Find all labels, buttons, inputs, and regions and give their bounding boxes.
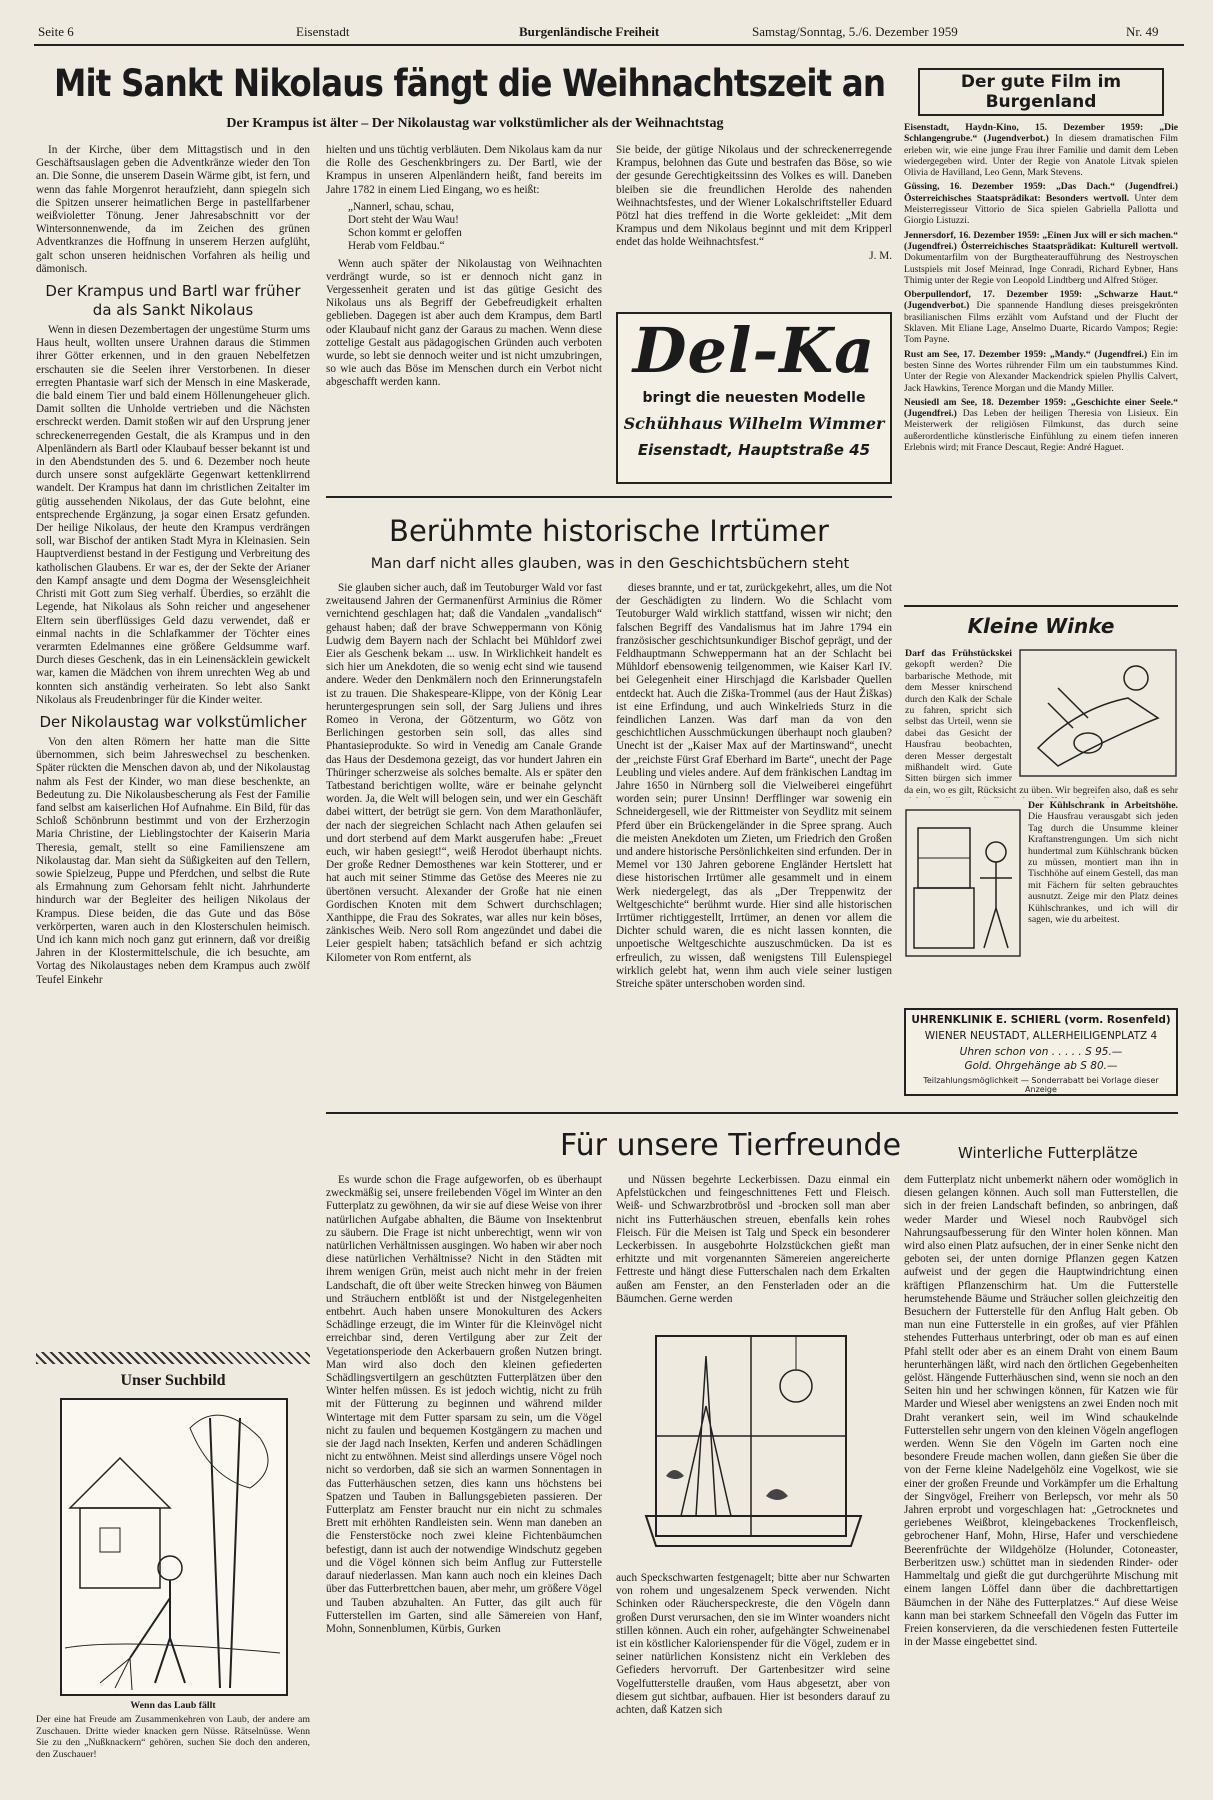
suchbild-caption: Wenn das Laub fällt <box>130 1700 216 1711</box>
paragraph: Es wurde schon die Frage aufgeworfen, ob es überhaupt zweckmäßig sei, unsere freilebenden Vögel im Winter an den Futterplatz zu gewöhnen, da wir sie auf diese Weise von ihrer natürlichen Aufgabe abhalten, die Bäume von Insektenbrut zu säubern. Die Frage ist nicht unberechtigt, wenn wir von natürlichen Verhältnissen ausgingen. Wo haben wir aber noch diese natürlichen Verhältnisse? Nicht in den Städten mit ihrem wenigen Grün, meist auch nicht mehr in der freien Landschaft, die oft über weite Strecken hinweg von Bäumen und Sträuchern entblößt ist und der Nistgelegenheiten entbehrt. Auch haben unsere Monokulturen des Ackers Schädlinge erzeugt, die im Winter für die Kleinvögel nicht erreichbar sind, deren Vertilgung aber zur Zeit der Vegetationsperiode den Ackerbauern großen Nutzen bringt. Man wird also doch den kleinen gefiederten Schädlingsvertilgern an geschützten Futterplätzen über den Winter helfen müssen. Es ist jedoch wichtig, nicht zu früh mit der Fütterung zu beginnen und während milder Wintertage mit dem Futter sparsam zu sein, um die Vögel nicht zu faulen und bequemen Kostgängern zu machen und sie der Jagd nach Insekten, Kerfen und anderen Schädlingen nicht zu entwöhnen. Meist sind allerdings unsere Vögel noch nicht so verdorben, daß sie sich an warmen Sonnentagen in das Futterhäuschen setzen, dies kann uns höchstens bei Spatzen und Tauben in Ballungsgebieten passieren. Der Futterplatz am Fenster braucht nur ein nicht zu schmales Brett mit erhöhten Randleisten sein. Wenn man daneben an die Fensterstöcke noch zwei kleine Fichtenbäumchen befestigt, dann ist auch der notwendige Windschutz gegeben und die Vögel können sich beim Anflug zur Futterstelle darauf niederlassen. Man kann auch noch ein kleines Dach über das Futterbrettchen bauen, aber mehr, um größere Vögel und Tauben abzuhalten. An Futter, das gilt auch für Futterstellen im Garten, sind alle Sämereien von Hanf, Mohn, Sonnenblumen, Kürbis, Gurken <box>326 1174 602 1635</box>
tip-heading: Darf das Frühstückskei <box>905 648 1012 659</box>
film-listings <box>904 122 1178 606</box>
author-signature: J. M. <box>869 249 892 262</box>
irrtum-title: Berühmte historische Irrtümer <box>389 514 829 548</box>
tips-title: Kleine Winke <box>967 614 1115 638</box>
film-entry-head: Oberpullendorf, 17. Dezember 1959: „Schwarze Haut.“ (Jugendverbot.) <box>904 289 1178 312</box>
poem-line: Herab vom Feldbau.“ <box>348 240 445 253</box>
film-entry-body: Unter dem Meisterregisseur Vittorio de Sica spielen Gabriella Pallotta und Giorgio Listuzzi. <box>904 192 1178 227</box>
film-entry-body: In diesem dramatischen Film erleben wir, wie eine junge Frau ihrer Familie und damit dem Leben wiedergegeben wird. Unter der Regie von Anatole Litvak spielen Olivia de Havilland, Leo Genn, Mark Stevens. <box>904 133 1178 179</box>
paragraph: und Nüssen begehrte Leckerbissen. Dazu einmal ein Apfelstückchen und feingeschnittenes Fett und Fleisch. Weiß- und Schwarzbrotbrösl und -brocken soll man aber nicht ins Futterhäuschen streuen, ebenfalls kein rohes Fleisch. Für die Meisen ist Talg und Speck ein besonderer Leckerbissen. In ausgebohrte Holzstückchen gießt man erhitzte und mit vorgenannten Sämereien angereicherte Fettreste und hängt diese Futterschalen nach dem Erkalten außen am Fenster, an den Fensterladen oder an die Bäumchen. Gerne werden <box>616 1174 890 1305</box>
bird-feeder-illustration <box>636 1316 870 1564</box>
paragraph: Von den alten Römern her hatte man die Sitte übernommen, sich beim Jahreswechsel zu beschenken. Später rückten die Menschen davon ab, und der Nikolaustag nahm als Fest der Kinder, wo man diese beschenkte, an Bedeutung zu. Die Nikolausbescherung als Fest der Familie fand selbst am kaiserlichen Hof Aufnahme. Ein Bild, für das Schloß Schönbrunn bestimmt und von der Erzherzogin Maria Christine, der Lieblingstochter der Kaiserin Maria Theresia, gemalt, stellt so eine Familienszene am Nikolaustag dar. Man sieht da Süßigkeiten auf den Tellern, sowie Spielzeug, Puppe und Pferdchen, und selbst die Rute als Ermahnung zum Gehorsam fehlt nicht. Jahrhunderte hindurch war der Begleiter des heiligen Nikolaus der Krampus. Diese beiden, die das Gute und das Böse verkörperten, waren auch in den Klosterschulen heimisch. Und ich kann mich noch ganz gut erinnern, daß vor dreißig Jahren in der Klostermittelschule, die ich besuchte, am Vortag des Nikolaustages neben dem Krampus auch zwölf Teufel Einkehr <box>36 735 310 986</box>
main-headline: Mit Sankt Nikolaus fängt die Weihnachtszeit an <box>54 62 886 105</box>
suchbild-text <box>36 1714 310 1790</box>
ad-logo: Del-Ka <box>632 314 876 387</box>
film-entry-head: Jennersdorf, 16. Dezember 1959: „Einen Jux will er sich machen.“ (Jugendfrei.) Österreichisches Staatsprädikat: Kulturell wertvoll. <box>904 229 1178 252</box>
poem <box>326 197 602 258</box>
section-heading: Der Krampus und Bartl war früher da als Sankt Nikolaus <box>45 282 301 320</box>
film-entry-head: Eisenstadt, Haydn-Kino, 15. Dezember 1959: „Die Schlangengrube.“ (Jugendverbot.) <box>904 122 1178 145</box>
film-entry-body: Das Leben der heiligen Theresia von Lisieux. Ein Meisterwerk der religiösen Filmkunst, das durch seine außerordentliche künstlerische Einfühlung zu einem tiefen inneren Erlebnis wird; mit France Descaut, Regie: André Haguet. <box>904 408 1178 454</box>
paragraph: Wenn in diesen Dezembertagen der ungestüme Sturm ums Haus heult, wollten unsere Urahnen daraus die Stimmen ihrer Götter erkennen, und in den grauen Nebelfetzen erschauten sie die Seelen ihrer Verstorbenen. In dieser erregten Phantasie warf sich der Mensch in eine Maskerade, die bald einem Tier und bald einem Höllenungeheuer glich. Damit sollten die Unholde vertrieben und die Nächsten erschreckt werden. Damit stoßen wir auf den Ursprung jener schreckenerregenden Gestalt, die als Krampus und in den Alpenländern als Bartl oder Klaubauf besser bekannt ist und in den Abendstunden des 5. und 6. Dezember noch heute durch unsere sonst aufgeklärte Gegenwart kettenklirrend wandelt. Der Krampus hat dann im christlichen Zeitalter im gütig aussehenden Nikolaus, der das Gute belohnt, eine entsprechende Ergänzung, ja sogar einen Ersatz gefunden. Der heilige Nikolaus, der heute den Krampus verdrängen soll, war Bischof der antiken Stadt Myra in Kleinasien. Sein Hauptverdienst bestand in der Festigung und Verbreitung des katholischen Glaubens. Er war es, der der Sekte der Arianer den Kampf ansagte und dem Dogma der Wesensgleichheit Christi mit Gott zum Sieg verhalf. Überdies, so erzählt die Legende, hat Nikolaus als Sohn reicher und angesehener Eltern sein überflüssiges Geld dazu verwendet, daß er einmal nachts in die Schlafkammer der Töchter eines verarmten Edelmannes eine größere Geldsumme warf. Durch dieses Geschenk, das in ein Leinensäcklein gewickelt war, kamen die Mädchen von ihrem unrechten Weg ab und konnten sich anständig verheiraten. So lebt also Sankt Nikolaus als Freudenbringer für die Kinder weiter. <box>36 324 310 706</box>
tip-text: Die Hausfrau verausgabt sich jeden Tag durch die Unsumme kleiner Kraftanstrengungen. Um sich nicht hundertmal zum Kühlschrank bücken zu müssen, montiert man ihn in Tischhöhe auf einem Gestell, das man mit Fächern für selten gebrauchtes ausnutzt. Zeige mir den Platz deines Kühlschrankes, und ich will dir sagen, wie du arbeitest. <box>1028 811 1178 926</box>
film-section <box>904 68 1178 606</box>
ad-note: Teilzahlungsmöglichkeit — Sonderrabatt bei Vorlage dieser Anzeige <box>923 1076 1159 1094</box>
article-column-1 <box>36 144 310 1088</box>
paragraph: Wenn auch später der Nikolaustag von Weihnachten verdrängt wurde, so ist er dennoch nicht ganz in Vergessenheit geraten und ist das gütige Gesicht des Nikolaus uns als Begriff der Gebefreudigkeit erhalten geblieben. Dagegen ist aber auch dem Krampus, dem Bartl oder Klaubauf nicht ganz der Garaus zu machen. Wenn diese zottelige Gestalt aus pädagogischen Gründen auch verboten wurde, so lebt sie dennoch weiter und ist nicht umzubringen, so wie auch das Böse im Menschen durch ein Verbot nicht abgeschafft werden kann. <box>326 257 602 389</box>
film-entry-head: Güssing, 16. Dezember 1959: „Das Dach.“ (Jugendfrei.) Österreichisches Staatsprädikat: Besonders wertvoll. <box>904 181 1178 204</box>
tier-subtitle: Winterliche Futterplätze <box>958 1144 1138 1162</box>
tip-heading: Der Kühlschrank in Arbeitshöhe. <box>1028 800 1178 811</box>
article-column-2 <box>326 144 602 484</box>
ad-shop-name: Schühhaus Wilhelm Wimmer <box>623 414 885 433</box>
suchbild-title: Unser Suchbild <box>120 1372 226 1389</box>
poem-line: Dort steht der Wau Wau! <box>348 214 459 227</box>
poem-line: „Nannerl, schau, schau, <box>348 200 454 213</box>
ad-offer: Uhren schon von . . . . . S 95.— <box>959 1046 1123 1058</box>
ad-address: Eisenstadt, Hauptstraße 45 <box>637 441 871 459</box>
divider <box>326 1112 1178 1114</box>
issue-date: Samstag/Sonntag, 5./6. Dezember 1959 <box>752 24 958 39</box>
issue-number: Nr. 49 <box>1126 24 1159 39</box>
tier-column-3 <box>904 1174 1178 1792</box>
divider <box>326 496 892 498</box>
divider <box>904 605 1178 607</box>
film-title: Der gute Film im Burgenland <box>918 68 1164 116</box>
main-subheadline: Der Krampus ist älter – Der Nikolaustag war volkstümlicher als der Weihnachtstag <box>226 116 724 131</box>
paragraph: hielten und uns tüchtig verbläuten. Dem Nikolaus kam da nur die Rolle des Geschenkbringers zu. Der Bartl, wie der Krampus in unseren Alpenländern heißt, fand bereits im Jahre 1782 in einem Lied Eingang, wo es heißt: <box>326 144 602 196</box>
tips-section <box>904 614 1178 996</box>
irrtum-subtitle: Man darf nicht alles glauben, was in den Geschichtsbüchern steht <box>370 556 850 572</box>
tip-text: gekopft werden? Die barbarische Methode, mit dem Messer knirschend durch den Kalk der Schale zu fahren, spricht sich selbst das Urteil, wenn sie dabei das Gesicht der Hausfrau beobachten, deren Messer dergestalt mißhandelt wird. Gute Sitten bürgen sich immer da ein, wo es gilt, Rücksicht zu üben. Wir begreifen also, daß es sehr <box>904 659 1178 796</box>
irrtum-column-2 <box>616 582 892 1100</box>
paragraph: auch Speckschwarten festgenagelt; bitte aber nur Schwarten von rohem und ungesalzenem Speck verwenden. Nicht Schinken oder Räucherspeckreste, die den Vögeln dann großen Durst verursachen, den sie im Winter woanders nicht stillen können. Auch ein roher, aufgehängter Schweinenabel ist ein köstlicher Kalorienspender für die Vögel, zudem er in seiner natürlichen Konsistenz nicht ein Verkleben des Gefieders hervorruft. Der Gartenbesitzer wird seine Vogelfutterstelle draußen, vom Haus abgesetzt, aber von diesem gut sichtbar, aufbauen. Hier ist besonders darauf zu achten, daß Katzen sich <box>616 1572 890 1717</box>
zigzag-divider <box>36 1352 310 1364</box>
page-number: Seite 6 <box>38 24 74 39</box>
ad-title: UHRENKLINIK E. SCHIERL (vorm. Rosenfeld) <box>911 1014 1171 1026</box>
film-entry-body: Dokumentarfilm von der Burgtheateraufführung des Nestroyschen Lustspiels mit Josef Meinrad, Inge Conradi, Richard Eybner, Hans Thimig unter der Regie von Leopold Lindtberg und Alfred Stöger. <box>904 252 1178 286</box>
ad-line: bringt die neuesten Modelle <box>642 390 866 406</box>
place-name: Eisenstadt <box>296 24 350 39</box>
paragraph: In der Kirche, über dem Mittagstisch und in den Geschäftsauslagen geben die Adventkränze wieder den Ton an. Die Sonne, die unserem Dasein Wärme gibt, ist fern, und wenn das fahle Morgenrot heraufzieht, dann spiegeln sich die Spitzen unserer heimatlichen Berge in pastellfarbener weißvioletter Tönung. Jener Jahresabschnitt vor der Wintersonnenwende, da im Zeichen des grünen Adventkranzes die Hoffnung in unserem Herzen aufglüht, galt schon unseren heidnischen Vorfahren als heilig und dämonisch. <box>36 144 310 275</box>
article-column-3 <box>616 144 892 304</box>
egg-illustration <box>1018 648 1178 778</box>
paragraph: Sie beide, der gütige Nikolaus und der schreckenerregende Krampus, belohnen das Gute und bestrafen das Böse, so wie der gesunde Gerechtigkeitssinn des Volkes es will. Daneben bleiben sie die freundlichen Herolde des nahenden Weihnachtsfestes, und der Wiener Lokalschriftsteller Eduard Pötzl hat dies treffend in die Worte gekleidet: „Mit dem Krampus und dem Nikolaus beginnt und mit dem Kripperl endet das holde Weihnachtsfest.“ <box>616 144 892 249</box>
irrtum-column-1 <box>326 582 602 1100</box>
ad-address: WIENER NEUSTADT, ALLERHEILIGENPLATZ 4 <box>924 1030 1158 1042</box>
paragraph: Sie glauben sicher auch, daß im Teutoburger Wald vor fast zweitausend Jahren der Germanenfürst Arminius die Römer vernichtend geschlagen hat; daß die Vandalen „vandalisch“ gehaust haben; daß der brave Schweppermann von König Ludwig dem Bayern nach der Schlacht bei Mühldorf zwei Eier als Geschenk bekam ... usw. In Wirklichkeit handelt es sich hier um Anekdoten, die so wenig echt sind wie tausend andere. Weder den Denkmälern noch den Erinnerungstafeln ist zu trauen. Die Shakespeare-Klippe, von der König Lear heruntergesprungen sein soll, der Sarg Juliens und ihres Romeo in Verona, der Götzenturm, wo Götz von Berlichingen gestorben sein soll, das alles sind Phantasieprodukte. So wird in Venedig am Canale Grande das Haus der Desdemona gezeigt, das vor hundert Jahren ein Thüringer scherzweise als solches bemalte. Als er später den Tatbestand berichtigen wollte, wäre er beinahe gelyncht worden. Ja, die Welt will belogen sein, und wer ein Geschäft dabei wittert, der betrügt sie gern. Von dem Marathonläufer, der nach der siegreichen Schlacht nach Athen gelaufen sei und dort sterbend auf dem Markt ausgerufen habe: „Freuet euch, wir haben gesiegt!“, weiß Herodot überhaupt nichts. Der große Redner Demosthenes war kein Stotterer, und er hat auch mit seiner Stimme das Getöse des Meeres nie zu übertönen versucht. Alexander der Große hat nie einen Gordischen Knoten mit dem Schwert durchschlagen; Xanthippe, die Frau des Sokrates, war alles nur kein böses, zänkisches Weib. Nero soll Rom angezündet und dabei die Leier gespielt haben; tatsächlich befand er sich achtzig Kilometer von Rom entfernt, als <box>326 582 602 964</box>
tier-title: Für unsere Tierfreunde <box>560 1128 902 1163</box>
poem-line: Schon kommt er geloffen <box>348 227 462 240</box>
fridge-illustration <box>904 808 1022 958</box>
ad-uhrenklinik[interactable] <box>904 1008 1178 1096</box>
film-entry-body: Ein im besten Sinne des Wortes rührender Film um ein taubstummes Kind. Unter der Regie von Alexander Mackendrick spielen Phyllis Calvert, Jack Hawkins, Terence Morgan und die Mandy Miller. <box>904 348 1178 394</box>
film-entry-head: Neusiedl am See, 18. Dezember 1959: „Geschichte einer Seele.“ (Jugendfrei.) <box>904 396 1178 420</box>
paper-name: Burgenländische Freiheit <box>519 24 660 39</box>
paragraph: Der eine hat Freude am Zusammenkehren von Laub, der andere am Zuschauen. Dritte wieder knacken gern Nüsse. Rätselnüsse. Wenn Sie zu den „Nußknackern“ gehören, suchen Sie doch den anderen, den Zuschauer! <box>36 1714 310 1760</box>
tier-column-2b <box>616 1572 890 1794</box>
suchbild-illustration <box>60 1398 288 1696</box>
film-entry-head: Rust am See, 17. Dezember 1959: „Mandy.“ (Jugendfrei.) <box>904 348 1148 360</box>
ad-del-ka[interactable] <box>616 312 892 484</box>
section-heading: Der Nikolaustag war volkstümlicher <box>39 712 307 731</box>
tier-column-1 <box>326 1174 602 1792</box>
tier-column-2 <box>616 1174 890 1318</box>
page-header <box>34 22 1184 46</box>
paragraph: dem Futterplatz nicht unbemerkt nähern oder womöglich in diesen gelangen können. Auch soll man Futterstellen, die sich in der freien Landschaft befinden, so anbringen, daß weder Marder und Wiesel noch Raubvögel sich Nahrungsaufbesserung für den Winter holen können. Man wird also einen Platz aufsuchen, der in einer Senke nicht den geboten sei, der unten dornige Pflanzen gegen Katzen aufweist und der gegen die Hauptwindrichtung einen kräftigen Pflanzenschirm hat. Um die Futterstelle herumstehende Bäume und Sträucher sollen gleichzeitig den Besuchern der Futterstelle für den Anflug Halt geben. Ob man nun eine Futterstelle in ein großes, auf vier Pfählen stehendes Futterhaus unterbringt, oder ob man es auf einen Pfahl stellt oder aber es an einem Draht von einem Baum herunterhängen läßt, wird nach den örtlichen Gegebenheiten gelöst. Hängende Futterhäuschen sind, wenn sie noch an den Seiten hin und her schwingen können, für Katzen wie für Marder und Wiesel aber wenigstens an zwei Enden noch mit Draht verankert sein, weil im Wind schaukelnde Futterstellen sehr ungern von den kleinen Vögeln angeflogen werden. Wenn Sie den Vögeln im Garten noch eine besondere Freude machen wollen, dann gießen Sie über die von der Ferne kleine Nadelgehölz eine Vogelkost, wie sie einer der großen Freunde und Vorkämpfer um die Erhaltung der Singvögel, Freiherr von Berlepsch, vor mehr als 50 Jahren erprobt und vorgeschlagen hat: „Getrocknetes und geriebenes Weißbrot, kleingebackenes Trockenfleisch, gebrochener Hanf, Mohn, Hirse, Hafer und verschiedene Beerenfrüchte der Wildgehölze (Holunder, Cotoneaster, Berberitzen usw.) schüttet man in siedenden Rinder- oder Hammeltalg und gießt die gut durchgerührte Mischung mit einem langen Löffel dann über die dachbrettartigen Bäumchen in der Nähe des Futterplatzes.“ Auf diese Weise kann man bei starkem Schneefall den Vögeln das Futter im Freien konservieren, da die verschiedenen festen Futterteile in der Masse eingebettet sind. <box>904 1174 1178 1649</box>
paragraph: dieses brannte, und er tat, zurückgekehrt, alles, um die Not der Geschädigten zu lindern. Wo die Schlacht vom Teutoburger Wald wirklich stattfand, wissen wir nicht; den falschen Begriff des Vandalismus hat im Jahre 1794 ein französischer geschichtsunkundiger Bischof geprägt, und der Feldhauptmann Schweppermann hat an der Schlacht bei Mühldorf ebensowenig teilgenommen, wie Kaiser Karl IV. bei Gelegenheit einer Hirschjagd die Karlsbader Quellen entdeckt hat. Auch die Ziška-Trommel (aus der Haut Žiškas) ist eine Erfindung, und auch Winkelrieds Sturz in die feindlichen Lanzen. Was darf man da von den geschichtlichen Ausschmückungen überhaupt noch glauben? Unecht ist der „Kaiser Max auf der Martinswand“, unecht der „reichste Fürst Graf Eberhard im Barte“, unecht der Page Leubling und vieles andere. Auf dem fränkischen Landtag im Jahre 1650 in Nürnberg soll die Vielweiberei eingeführt worden sein; purer Unsinn! Derfflinger war sowenig ein Schneidergesell, wie der Rittmeister von Seydlitz mit seinem Pferd über ein Brückengeländer in die Spree sprang. Auch die meisten Anekdoten um Zieten, um Friedrich den Großen und andere historische Persönlichkeiten sind erfunden. Der in Memel vor 130 Jahren geborene Engländer Hertslett hat diese historischen Irrtümer alle gesammelt und in einem Werk niedergelegt, das als „Der Treppenwitz der Weltgeschichte“ berühmt wurde. Hier sind alle historischen Irrtümer richtiggestellt, Irrtümer, an denen vor allem die Dichter schuld waren, die es nicht lassen konnten, die unpoetische Weltgeschichte auszuschmücken. Da ist es erfreulich, zu wissen, daß wenigstens Till Eulenspiegel wirklich gelebt hat, wenn ihm auch viele seiner lustigen Streiche später unterschoben worden sind. <box>616 582 892 991</box>
ad-offer: Gold. Ohrgehänge ab S 80.— <box>964 1060 1118 1072</box>
film-entry-body: Die spannende Handlung dieses preisgekrönten brasilianischen Films erzählt vom Aufstand und der Flucht der Sklaven. Mit Eliane Lage, Anselmo Duarte, Ricardo Vampos; Regie: Tom Payne. <box>904 300 1178 346</box>
